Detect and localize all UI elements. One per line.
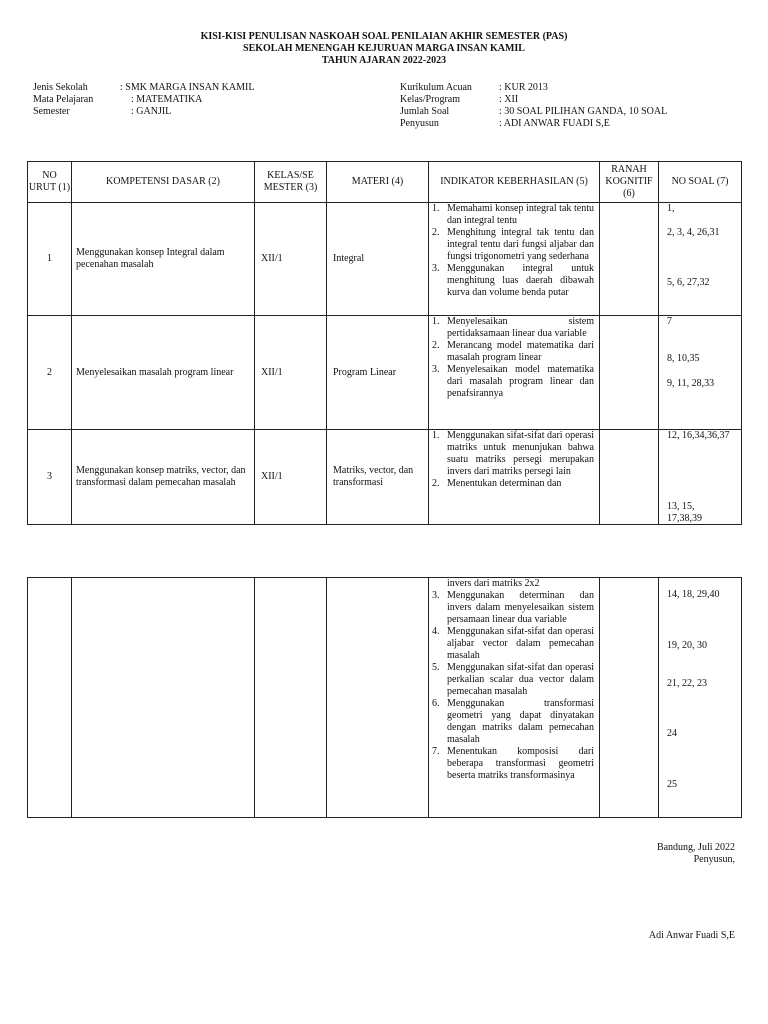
title-line-1: KISI-KISI PENULISAN NASKOAH SOAL PENILAIAN AKHIR SEMESTER (PAS) xyxy=(200,31,568,42)
meta-value: : GANJIL xyxy=(131,106,172,117)
indikator-item: 1. Menyelesaikan sistem pertidaksamaan linear dua variable xyxy=(432,316,594,339)
col-header-no-urut: NO URUT (1) xyxy=(28,162,72,203)
row-no-soal xyxy=(659,316,742,430)
no-soal-value: 7 xyxy=(667,316,672,327)
title-line-2: SEKOLAH MENENGAH KEJURUAN MARGA INSAN KAMIL xyxy=(243,43,525,54)
row-materi: Matriks, vector, dan transformasi xyxy=(327,430,429,525)
row-kelas: XII/1 xyxy=(255,316,327,430)
signature-role: Penyusun, xyxy=(693,854,735,865)
signature-place-date: Bandung, Juli 2022 xyxy=(656,842,735,853)
row-no-soal xyxy=(659,578,742,818)
meta-value: : ADI ANWAR FUADI S,E xyxy=(499,118,610,129)
no-soal-value: 24 xyxy=(667,728,677,739)
indikator-item: 3. Menggunakan integral untuk menghitung luas daerah dibawah kurva dan volume benda putar xyxy=(432,263,594,298)
row-ranah xyxy=(600,430,659,525)
row-kelas: XII/1 xyxy=(255,430,327,525)
meta-value: : MATEMATIKA xyxy=(131,94,203,105)
meta-value: : SMK MARGA INSAN KAMIL xyxy=(120,82,255,93)
kisi-kisi-table-continued xyxy=(27,577,742,818)
row-ranah xyxy=(600,203,659,316)
row-kompetensi: Menggunakan konsep Integral dalam pecenahan masalah xyxy=(72,203,255,316)
col-header-no-soal: NO SOAL (7) xyxy=(659,162,742,203)
indikator-item: 1. Memahami konsep integral tak tentu dan integral tentu xyxy=(432,203,594,226)
title-line-3: TAHUN AJARAN 2022-2023 xyxy=(321,55,447,66)
meta-label: Jenis Sekolah xyxy=(33,82,88,93)
row-kelas xyxy=(255,578,327,818)
row-no: 1 xyxy=(28,203,72,316)
meta-left-block xyxy=(33,82,363,118)
row-kompetensi: Menyelesaikan masalah program linear xyxy=(72,316,255,430)
meta-value: : 30 SOAL PILIHAN GANDA, 10 SOAL xyxy=(499,106,668,117)
no-soal-value: 21, 22, 23 xyxy=(667,678,707,689)
no-soal-value: 12, 16,34,36,37 xyxy=(667,430,730,441)
meta-label: Kurikulum Acuan xyxy=(400,82,472,93)
indikator-continuation: invers dari matriks 2x2 xyxy=(447,578,540,589)
col-header-indikator: INDIKATOR KEBERHASILAN (5) xyxy=(429,162,600,203)
meta-label: Penyusun xyxy=(400,118,439,129)
meta-label: Jumlah Soal xyxy=(400,106,450,117)
meta-value: : KUR 2013 xyxy=(499,82,548,93)
row-kompetensi: Menggunakan konsep matriks, vector, dan transformasi dalam pemecahan masalah xyxy=(72,430,255,525)
meta-label: Kelas/Program xyxy=(400,94,460,105)
no-soal-value: 2, 3, 4, 26,31 xyxy=(667,227,720,238)
no-soal-value: 14, 18, 29,40 xyxy=(667,589,720,600)
row-no xyxy=(28,578,72,818)
indikator-item: 6. Menggunakan transformasi geometri yang dapat dinyatakan dengan matriks dalam pemecahan masalah xyxy=(432,698,594,745)
no-soal-value: 5, 6, 27,32 xyxy=(667,277,710,288)
no-soal-value: 9, 11, 28,33 xyxy=(667,378,715,389)
col-header-materi: MATERI (4) xyxy=(327,162,429,203)
indikator-item: 3. Menggunakan determinan dan invers dalam menyelesaikan sistem persamaan linear dua variable xyxy=(432,590,594,625)
indikator-item: 5. Menggunakan sifat-sifat dan operasi perkalian scalar dua vector dalam pemecahan masalah xyxy=(432,662,594,697)
no-soal-value: 1, xyxy=(667,203,675,214)
row-materi xyxy=(327,578,429,818)
meta-right-block xyxy=(400,82,740,130)
col-header-ranah: RANAH KOGNITIF (6) xyxy=(600,162,659,203)
row-indikator xyxy=(429,203,600,316)
table-row xyxy=(28,316,742,430)
row-materi: Integral xyxy=(327,203,429,316)
row-indikator xyxy=(429,578,600,818)
meta-value: : XII xyxy=(499,94,519,105)
kisi-kisi-table xyxy=(27,161,742,525)
row-no-soal xyxy=(659,203,742,316)
indikator-item: 1. Menggunakan sifat-sifat dari operasi matriks untuk menunjukan bahwa suatu matriks persegi merupakan invers dari matriks persegi lain xyxy=(432,430,594,477)
indikator-item: 2. Menghitung integral tak tentu dan integral tentu dari fungsi aljabar dan fungsi trigonometri yang sederhana xyxy=(432,227,594,262)
row-materi: Program Linear xyxy=(327,316,429,430)
meta-label: Mata Pelajaran xyxy=(33,94,94,105)
table-header-row xyxy=(28,162,742,203)
row-kelas: XII/1 xyxy=(255,203,327,316)
row-kompetensi xyxy=(72,578,255,818)
row-no: 2 xyxy=(28,316,72,430)
row-ranah xyxy=(600,316,659,430)
table-row xyxy=(28,578,742,818)
row-ranah xyxy=(600,578,659,818)
indikator-item: 2. Menentukan determinan dan xyxy=(432,478,562,489)
no-soal-value: 8, 10,35 xyxy=(667,353,700,364)
indikator-item: 3. Menyelesaikan model matematika dari masalah program linear dan penafsirannya xyxy=(432,364,594,399)
table-row xyxy=(28,430,742,525)
row-no-soal xyxy=(659,430,742,525)
no-soal-value: 13, 15, 17,38,39 xyxy=(667,501,702,524)
col-header-kompetensi-dasar: KOMPETENSI DASAR (2) xyxy=(72,162,255,203)
indikator-item: 2. Merancang model matematika dari masalah program linear xyxy=(432,340,594,363)
col-header-kelas: KELAS/SE MESTER (3) xyxy=(255,162,327,203)
indikator-item: 7. Menentukan komposisi dari beberapa transformasi geometri beserta matriks transformasinya xyxy=(432,746,594,781)
meta-label: Semester xyxy=(33,106,70,117)
no-soal-value: 25 xyxy=(667,779,677,790)
row-indikator xyxy=(429,316,600,430)
signature-name: Adi Anwar Fuadi S,E xyxy=(648,930,735,941)
document-title xyxy=(0,31,768,67)
table-row xyxy=(28,203,742,316)
row-no: 3 xyxy=(28,430,72,525)
no-soal-value: 19, 20, 30 xyxy=(667,640,707,651)
row-indikator xyxy=(429,430,600,525)
indikator-item: 4. Menggunakan sifat-sifat dan operasi aljabar vector dalam pemecahan masalah xyxy=(432,626,594,661)
